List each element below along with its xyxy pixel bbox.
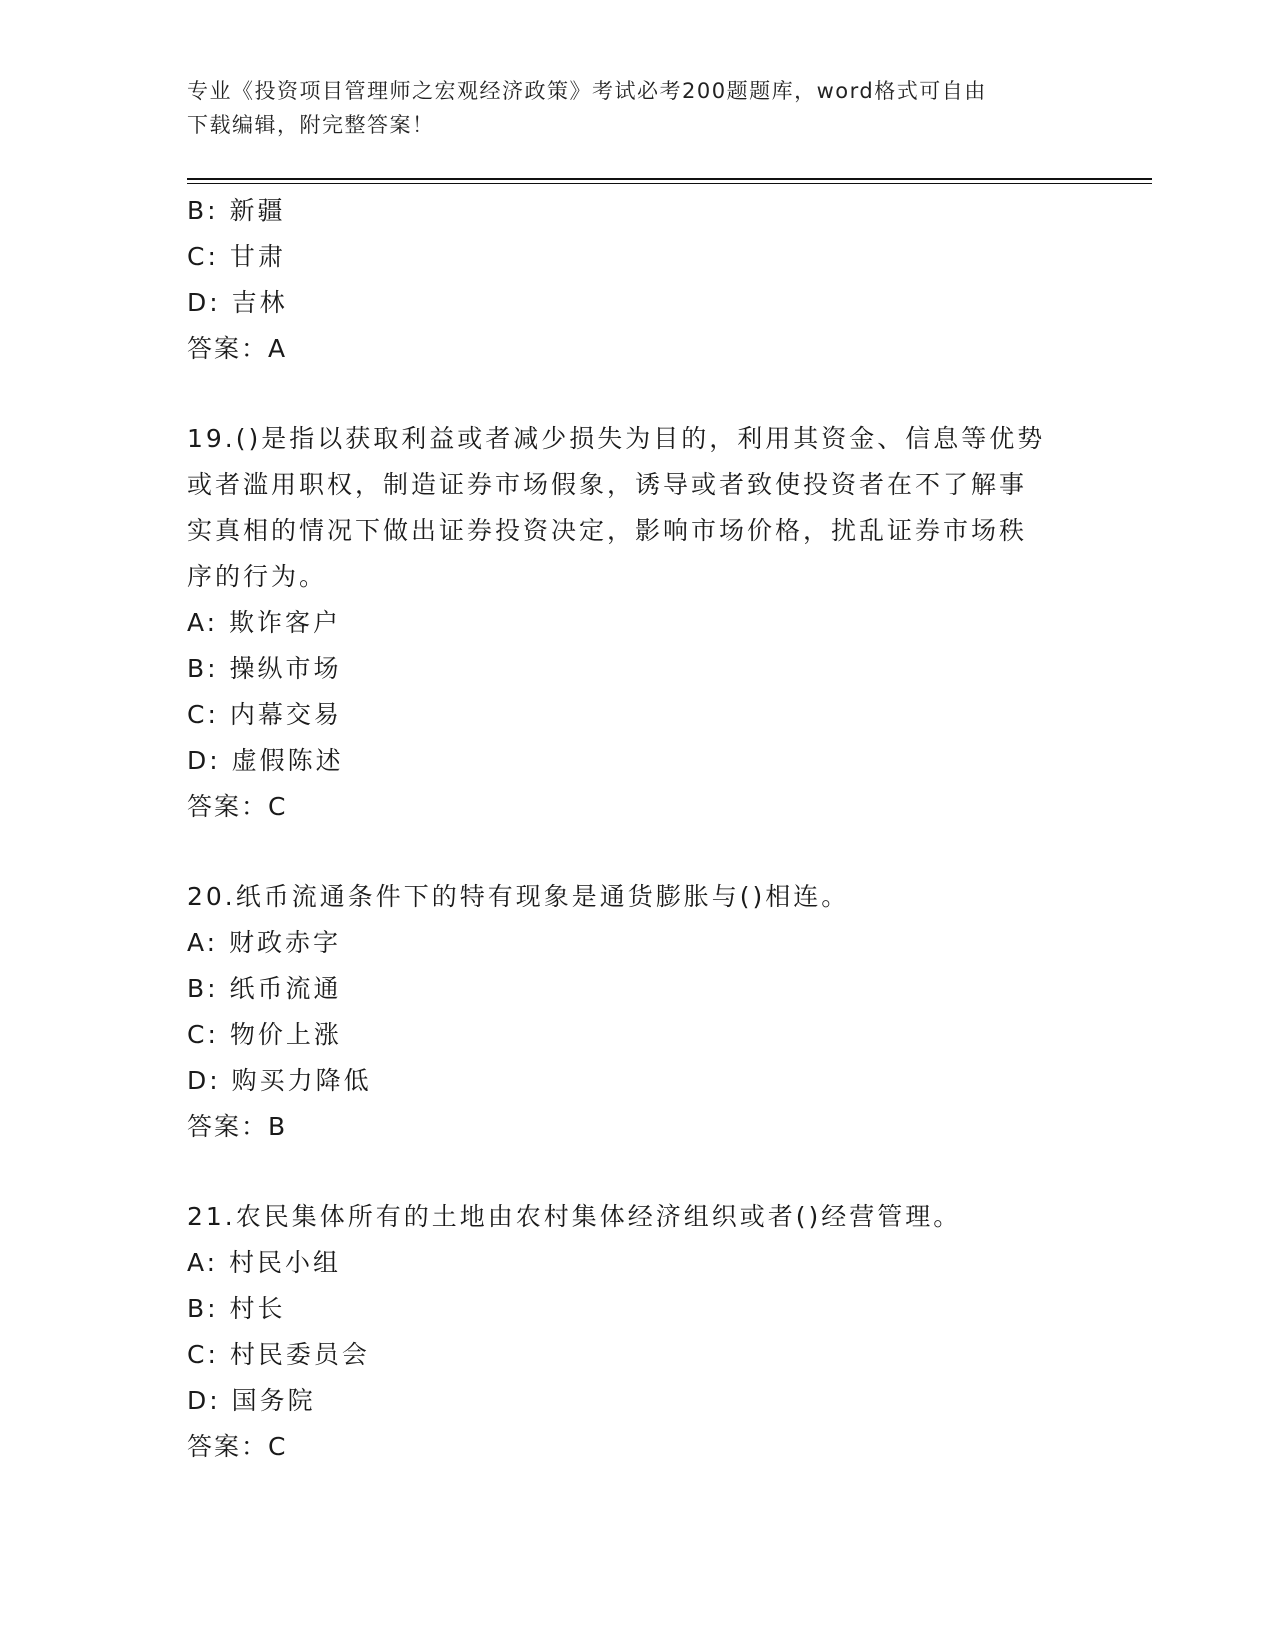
question-text-line: 21.农民集体所有的土地由农村集体经济组织或者()经营管理。 [187,1202,962,1231]
header-rule-thick [187,178,1152,180]
document-header [187,74,1067,142]
option-b: B: 村长 [187,1294,286,1323]
question-text-line: 或者滥用职权，制造证券市场假象，诱导或者致使投资者在不了解事 [187,470,1028,499]
question-text-line: 实真相的情况下做出证券投资决定，影响市场价格，扰乱证券市场秩 [187,516,1028,545]
question-text-line: 序的行为。 [187,562,328,591]
option-d: D: 购买力降低 [187,1066,372,1095]
spacer [187,372,1087,416]
option-c: C: 物价上涨 [187,1020,342,1049]
answer: 答案：C [187,1432,288,1461]
header-line-2: 下载编辑，附完整答案！ [187,113,435,137]
option-b: B: 新疆 [187,196,286,225]
spacer [187,830,1087,874]
spacer [187,1150,1087,1194]
answer: 答案：A [187,334,288,363]
option-a: A: 欺诈客户 [187,608,342,637]
header-line-1: 专业《投资项目管理师之宏观经济政策》考试必考200题题库，word格式可自由 [187,79,987,103]
option-a: A: 财政赤字 [187,928,342,957]
option-b: B: 操纵市场 [187,654,342,683]
question-text-line: 19.()是指以获取利益或者减少损失为目的，利用其资金、信息等优势 [187,424,1046,453]
document-body [187,188,1087,1470]
question-20 [187,874,1087,1150]
option-d: D: 国务院 [187,1386,316,1415]
option-a: A: 村民小组 [187,1248,342,1277]
question-19 [187,416,1087,830]
answer: 答案：B [187,1112,288,1141]
option-c: C: 内幕交易 [187,700,342,729]
question-21 [187,1194,1087,1470]
question-text-line: 20.纸币流通条件下的特有现象是通货膨胀与()相连。 [187,882,850,911]
option-c: C: 甘肃 [187,242,286,271]
option-d: D: 吉林 [187,288,288,317]
option-c: C: 村民委员会 [187,1340,370,1369]
answer: 答案：C [187,792,288,821]
option-b: B: 纸币流通 [187,974,342,1003]
header-rule-thin [187,183,1152,184]
option-d: D: 虚假陈述 [187,746,344,775]
question-18-continued [187,188,1087,372]
